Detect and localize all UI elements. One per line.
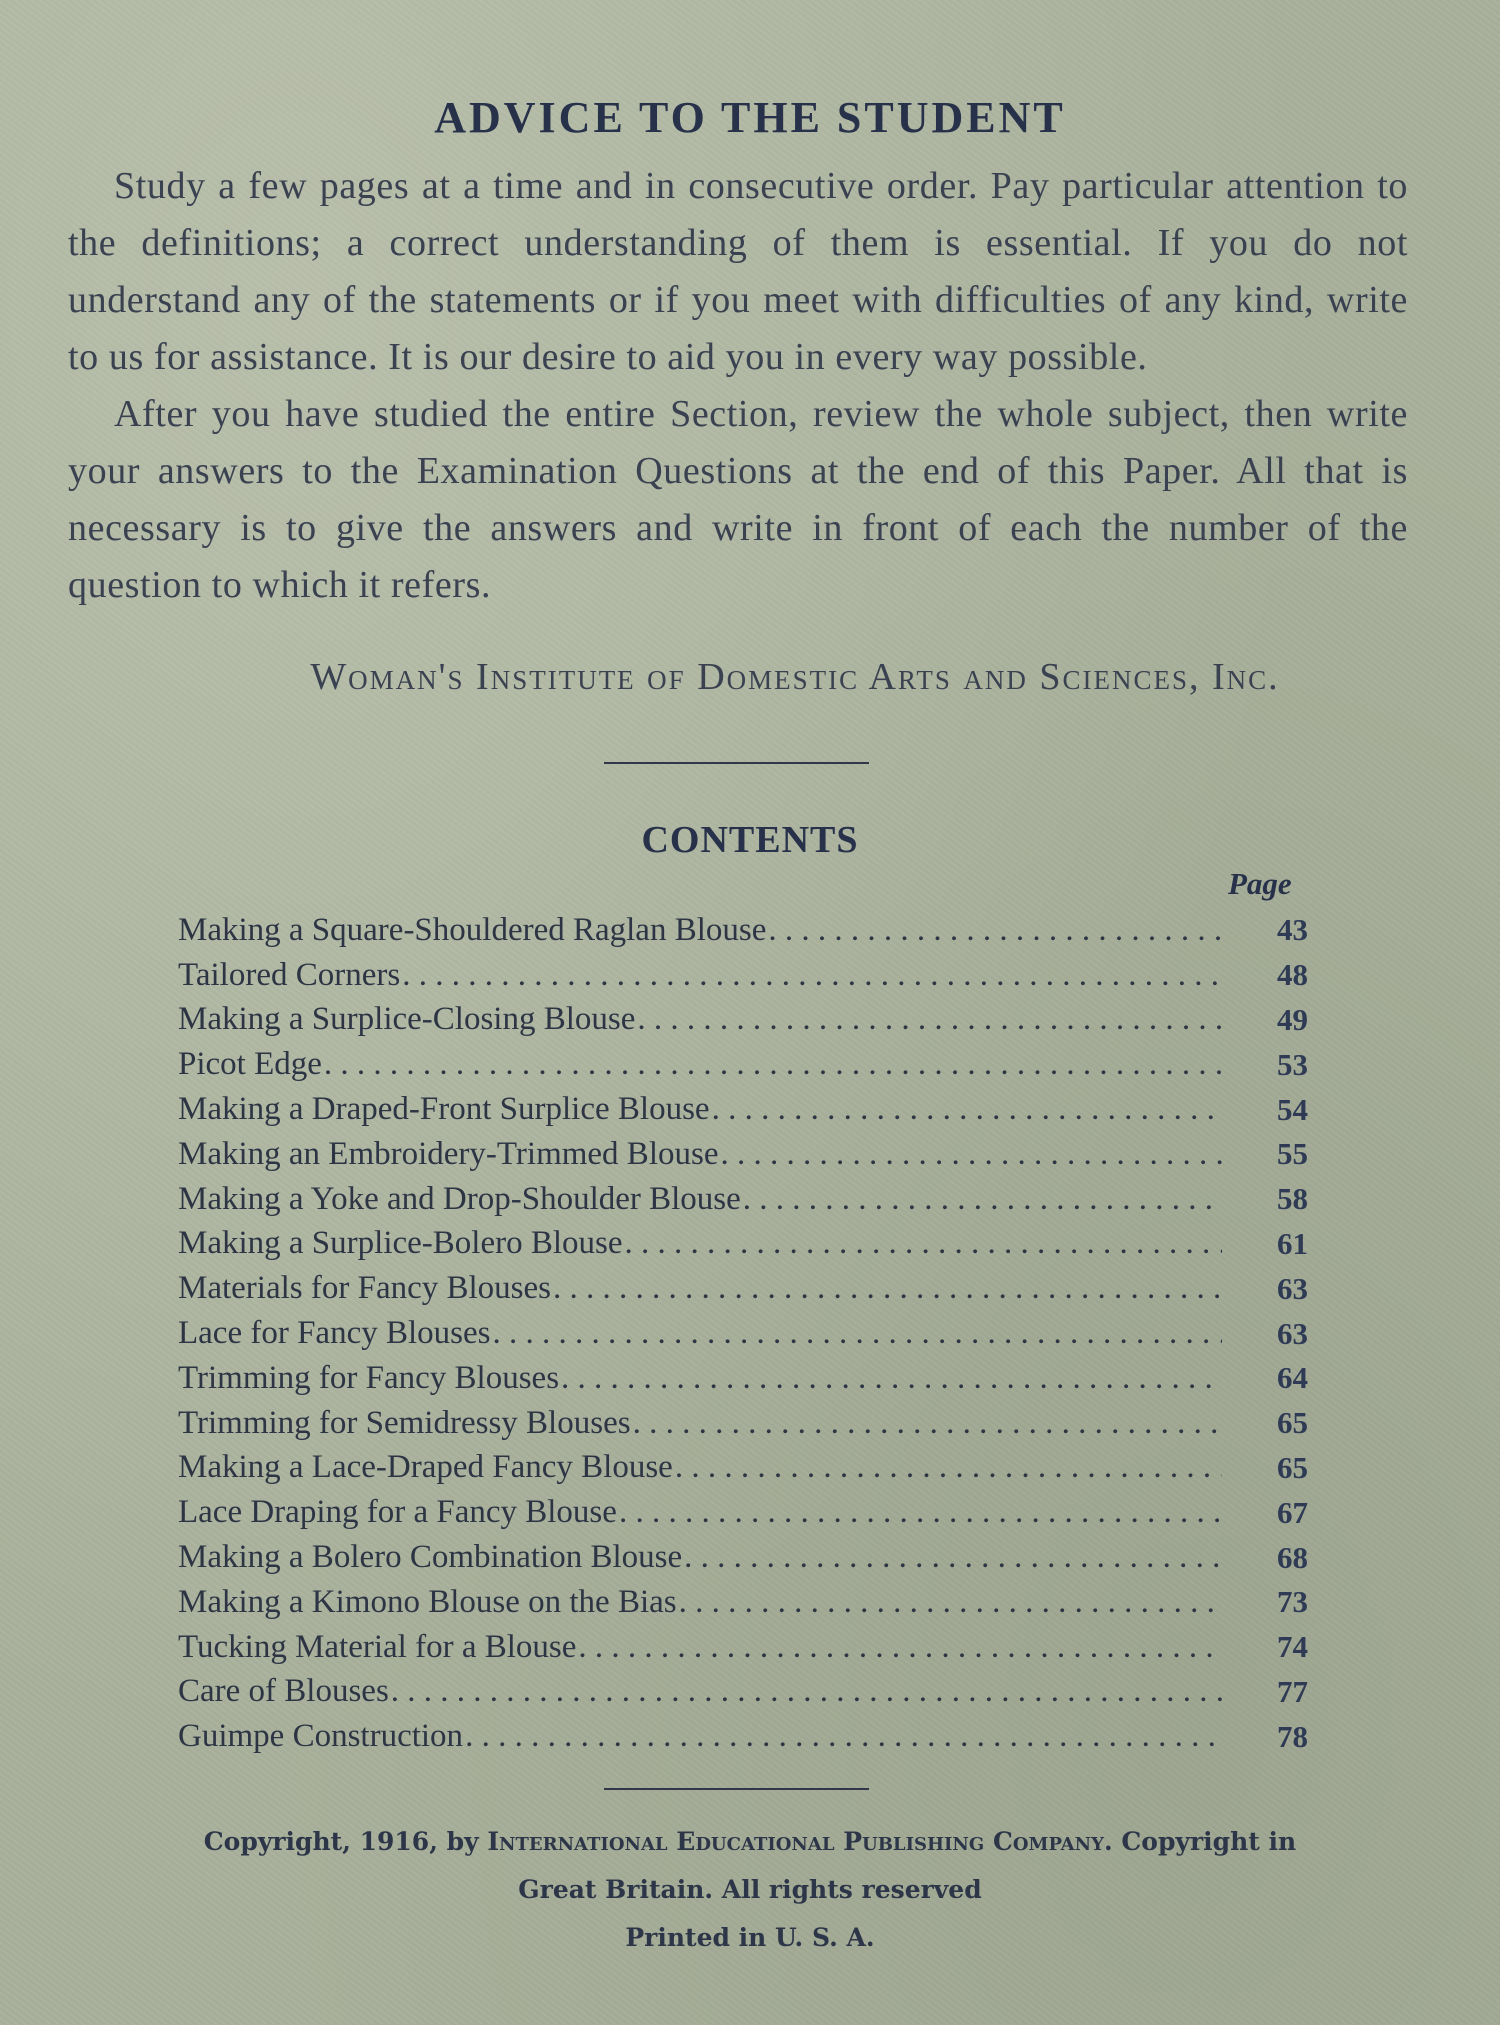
toc-entry-page: 53 (1277, 1046, 1308, 1082)
dot-leader (720, 1136, 1222, 1173)
toc-entry-page: 68 (1277, 1539, 1308, 1575)
toc-entry-title: Making a Kimono Blouse on the Bias (178, 1583, 677, 1620)
contents-title: CONTENTS (641, 819, 859, 861)
toc-entry-title: Trimming for Semidressy Blouses (178, 1404, 631, 1441)
toc-entry (178, 1490, 1308, 1535)
toc-entry (178, 1356, 1308, 1401)
toc-entry-page: 48 (1277, 957, 1308, 993)
toc-entry-page: 77 (1277, 1673, 1308, 1709)
copyright-text: Copyright, 1916, by (203, 1827, 479, 1856)
toc-entry-page: 74 (1277, 1629, 1308, 1665)
toc-entry-page: 73 (1277, 1584, 1308, 1620)
page-column-header: Page (1228, 866, 1292, 901)
toc-entry (178, 1087, 1308, 1132)
advice-body (68, 158, 1408, 614)
advice-title: ADVICE TO THE STUDENT (434, 93, 1066, 142)
toc-entry-title: Making a Yoke and Drop-Shoulder Blouse (178, 1180, 741, 1217)
toc-entry (178, 998, 1308, 1043)
toc-entry (178, 953, 1308, 998)
toc-entry-title: Trimming for Fancy Blouses (178, 1359, 560, 1396)
toc-entry-page: 63 (1277, 1315, 1308, 1351)
toc-entry-page: 58 (1277, 1181, 1308, 1217)
toc-entry (178, 1580, 1308, 1625)
toc-entry-page: 63 (1277, 1270, 1308, 1306)
table-of-contents (178, 908, 1308, 1759)
dot-leader (324, 1046, 1222, 1083)
dot-leader (675, 1449, 1222, 1486)
toc-entry-title: Making a Lace-Draped Fancy Blouse (178, 1449, 673, 1486)
toc-entry (178, 1670, 1308, 1715)
toc-entry-title: Guimpe Construction (178, 1718, 464, 1755)
institute-signature: Woman's Institute of Domestic Arts and Sciences, Inc. (310, 656, 1280, 698)
toc-entry (178, 1714, 1308, 1759)
toc-entry (178, 1042, 1308, 1087)
advice-paragraph-1: Study a few pages at a time and in consecutive order. Pay particular attention to the definitions; a correct understanding of them is essential. If you do not understand any of the statements or if you meet with difficulties of any kind, write to us for assistance. It is our desire to aid you in every way possible. (68, 165, 1408, 378)
toc-entry (178, 1177, 1308, 1222)
toc-entry-page: 49 (1277, 1001, 1308, 1037)
toc-entry (178, 1222, 1308, 1267)
dot-leader (619, 1494, 1222, 1531)
copyright-notice (0, 1818, 1500, 1962)
toc-entry-page: 67 (1277, 1494, 1308, 1530)
toc-entry-title: Lace Draping for a Fancy Blouse (178, 1494, 617, 1531)
copyright-text: Copyright in (1121, 1827, 1297, 1856)
dot-leader (561, 1360, 1222, 1397)
toc-entry-title: Care of Blouses (178, 1673, 389, 1710)
publisher-name: International Educational Publishing Company. (487, 1827, 1113, 1856)
toc-entry-title: Lace for Fancy Blouses (178, 1315, 491, 1352)
toc-entry (178, 1401, 1308, 1446)
toc-entry-title: Making an Embroidery-Trimmed Blouse (178, 1135, 719, 1172)
dot-leader (637, 1001, 1222, 1038)
printed-in-line: Printed in U. S. A. (625, 1923, 875, 1952)
toc-entry (178, 1625, 1308, 1670)
toc-entry-title: Materials for Fancy Blouses (178, 1270, 552, 1307)
toc-entry-page: 61 (1277, 1225, 1308, 1261)
toc-entry-title: Making a Bolero Combination Blouse (178, 1539, 683, 1576)
dot-leader (768, 912, 1222, 949)
toc-entry-title: Tucking Material for a Blouse (178, 1628, 577, 1665)
toc-entry-title: Making a Surplice-Bolero Blouse (178, 1225, 623, 1262)
dot-leader (633, 1405, 1222, 1442)
dot-leader (712, 1091, 1222, 1128)
toc-entry (178, 1266, 1308, 1311)
dot-leader (465, 1718, 1222, 1755)
toc-entry-title: Making a Square-Shouldered Raglan Blouse (178, 911, 767, 948)
toc-entry-page: 64 (1277, 1360, 1308, 1396)
copyright-line-1 (0, 1818, 1500, 1866)
dot-leader (493, 1315, 1223, 1352)
toc-entry (178, 1535, 1308, 1580)
toc-entry (178, 908, 1308, 953)
dot-leader (578, 1629, 1222, 1666)
dot-leader (743, 1181, 1222, 1218)
toc-entry-title: Tailored Corners (178, 956, 401, 993)
toc-entry-page: 54 (1277, 1091, 1308, 1127)
advice-paragraph-2: After you have studied the entire Section, review the whole subject, then write your answers to the Examination Questions at the end of this Paper. All that is necessary is to give the answers and write in front of each the number of the question to which it refers. (68, 393, 1408, 606)
dot-leader (679, 1584, 1222, 1621)
toc-entry-title: Making a Surplice-Closing Blouse (178, 1001, 636, 1038)
toc-entry (178, 1311, 1308, 1356)
toc-entry-page: 65 (1277, 1449, 1308, 1485)
toc-entry (178, 1132, 1308, 1177)
toc-entry-title: Making a Draped-Front Surplice Blouse (178, 1091, 710, 1128)
toc-entry-page: 65 (1277, 1405, 1308, 1441)
toc-entry (178, 1446, 1308, 1491)
dot-leader (402, 957, 1222, 994)
toc-entry-page: 78 (1277, 1718, 1308, 1754)
toc-entry-page: 43 (1277, 912, 1308, 948)
dot-leader (625, 1225, 1222, 1262)
toc-entry-title: Picot Edge (178, 1046, 322, 1083)
toc-entry-page: 55 (1277, 1136, 1308, 1172)
copyright-line-2: Great Britain. All rights reserved (518, 1875, 982, 1904)
divider-rule (604, 762, 869, 764)
dot-leader (391, 1673, 1222, 1710)
dot-leader (553, 1270, 1222, 1307)
divider-rule (604, 1788, 869, 1790)
dot-leader (684, 1539, 1222, 1576)
